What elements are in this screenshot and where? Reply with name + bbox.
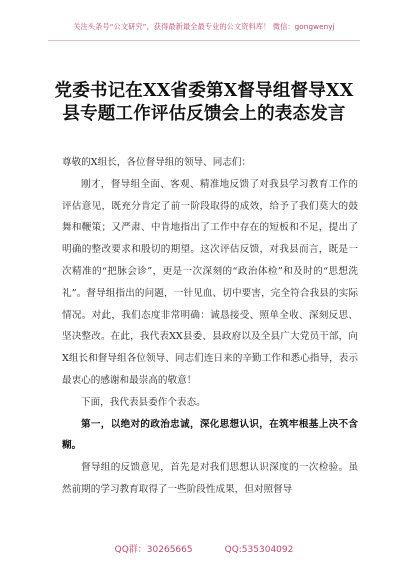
footer-qq-group: QQ群：30265665: [114, 545, 193, 555]
title-line-1: 党委书记在XX省委第X督导组督导XX: [54, 81, 354, 101]
title-line-2: 县专题工作评估反馈会上的表态发言: [62, 104, 346, 124]
paragraph-3: 督导组的反馈意见，首先是对我们思想认识深度的一次检验。虽然前期的学习教育取得了一些阶段性成果，但对照督导: [62, 462, 358, 495]
paragraph-2: 下面，我代表县委作个表态。: [81, 396, 206, 408]
footer-contact: [0, 542, 408, 555]
header-divider: [48, 40, 360, 41]
salutation: 尊敬的X组长，各位督导组的领导、同志们：: [62, 157, 252, 168]
section-heading-1: 第一，以绝对的政治忠诚，深化思想认识，在筑牢根基上决不含糊。: [62, 418, 358, 452]
document-title: [40, 80, 368, 126]
footer-qq: QQ:535304092: [224, 545, 294, 555]
paragraph-1: 刚才，督导组全面、客观、精准地反馈了对我县学习教育工作的评估意见，既充分肯定了前一阶段取得的成效，给予了我们莫大的鼓舞和鞭策；又严肃、中肯地指出了工作中存在的短板和不足，提出了明确的整改要求和殷切的期望。这次评估反馈，对我县而言，既是一次精准的“把脉会诊”，更是一次深刻的“政治体检”和及时的“思想洗礼”。督导组指出的问题，一针见血、切中要害，完全符合我县的实际情况。对此，我们态度非常明确：诚恳接受、照单全收、深刻反思、坚决整改。在此，我代表XX县委、县政府以及全县广大党员干部，向X组长和督导组各位领导、同志们连日来的辛勤工作和悉心指导，表示最衷心的感谢和最崇高的敬意！: [62, 178, 358, 386]
header-banner: 关注头条号“公文研究”，获得最新最全最专业的公文资料库！ 微信：gongwenyj: [73, 22, 335, 31]
document-body: [62, 152, 358, 501]
